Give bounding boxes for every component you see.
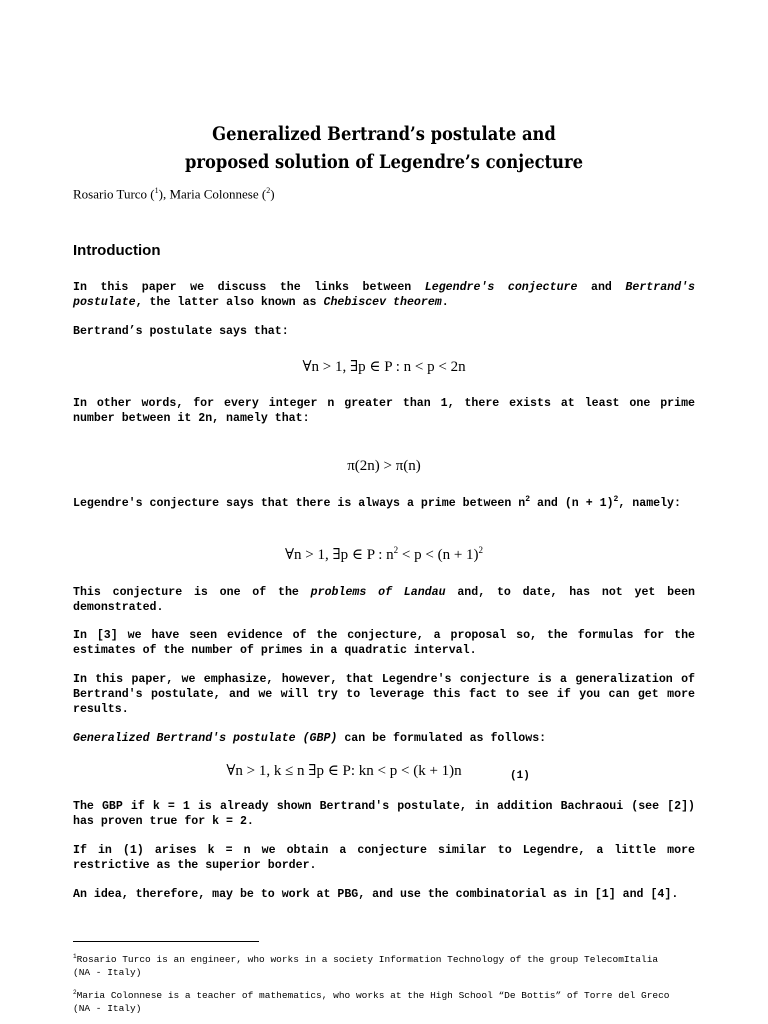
author-1: Rosario Turco ( [73,186,155,202]
f3-text-2: < p < (n + 1) [398,547,479,563]
footnote-divider [73,941,259,942]
f3-sup-2: 2 [478,545,484,555]
paragraph-2: Bertrand’s postulate says that: [73,325,289,338]
f3-sup-1: 2 [393,545,399,555]
author-2: ), Maria Colonnese ( [158,186,267,202]
paragraph-9: The GBP if k = 1 is already shown Bertrand's postulate, in addition Bachraoui (see [2]) has proven true for k = 2. [73,800,695,828]
paper-title [54,120,714,176]
p1-text-3: , the latter also known as [135,296,324,309]
paragraph-11: An idea, therefore, may be to work at PBG, and use the combinatorial as in [1] and [4]. [73,888,679,901]
p5-italic-1: problems of Landau [310,586,446,599]
p8-italic-1: Generalized Bertrand's postulate (GBP) [73,732,338,745]
p4-text-3: , namely: [618,497,681,510]
p1-italic-3: Chebiscev theorem [323,296,442,309]
p1-text-2: and [577,281,626,294]
p1-text-4: . [441,296,449,309]
p4-sup-2: 2 [613,495,619,505]
formula-gbp: ∀n > 1, k ≤ n ∃p ∈ P: kn < p < (k + 1)n [226,763,462,779]
section-heading: Introduction [73,242,161,259]
author-end: ) [270,186,275,202]
footnote-1-mark: 1 [73,953,77,960]
footnote-ref-2: 2 [266,186,271,195]
paragraph-7: In this paper, we emphasize, however, that Legendre's conjecture is a generalization of Bertrand's postulate, and we will try to leverage this fact to see if you can get more results. [73,673,695,716]
paragraph-4 [73,496,695,511]
footnote-2-text: Maria Colonnese is a teacher of mathematics, who works at the High School “De Bottis” of Torre del Greco (NA - Italy) [73,990,670,1015]
paragraph-6: In [3] we have seen evidence of the conjecture, a proposal so, the formulas for the estimates of the number of primes in a quadratic interval. [73,629,695,657]
p8-text-1: can be formulated as follows: [337,732,547,745]
paragraph-5 [73,585,695,615]
p4-text-1: Legendre's conjecture says that there is always a prime between n [73,497,526,510]
title-line-1: Generalized Bertrand’s postulate and [212,123,556,145]
author-line [73,186,275,202]
footnote-2 [73,986,673,1015]
p4-sup-1: 2 [525,495,531,505]
paragraph-1 [73,280,695,310]
formula-prime-counting: π(2n) > π(n) [347,458,421,474]
p5-text-2: and, to date, has not yet been demonstrated. [73,586,696,614]
equation-number: (1) [510,770,530,782]
footnote-1 [73,950,673,979]
footnote-ref-1: 1 [154,186,159,195]
p1-italic-1: Legendre's conjecture [424,281,578,294]
paragraph-10: If in (1) arises k = n we obtain a conjecture similar to Legendre, a little more restrictive as the superior border. [73,844,695,872]
formula-legendre [0,545,768,564]
p1-text-1: In this paper we discuss the links between [73,281,425,294]
paragraph-8 [73,731,695,746]
p5-text-1: This conjecture is one of the [73,586,311,599]
title-line-2: proposed solution of Legendre’s conjecture [184,151,583,173]
footnote-1-text: Rosario Turco is an engineer, who works in a society Information Technology of the group TelecomItalia (NA - Italy) [73,954,659,979]
formula-bertrand: ∀n > 1, ∃p ∈ P : n < p < 2n [302,359,466,375]
footnote-2-mark: 2 [73,989,77,996]
p4-text-2: and (n + 1) [530,497,614,510]
f3-text-1: ∀n > 1, ∃p ∈ P : n [284,547,394,563]
paragraph-3: In other words, for every integer n greater than 1, there exists at least one prime number between it 2n, namely that: [73,397,695,425]
p1-italic-2: Bertrand's postulate [73,281,695,309]
